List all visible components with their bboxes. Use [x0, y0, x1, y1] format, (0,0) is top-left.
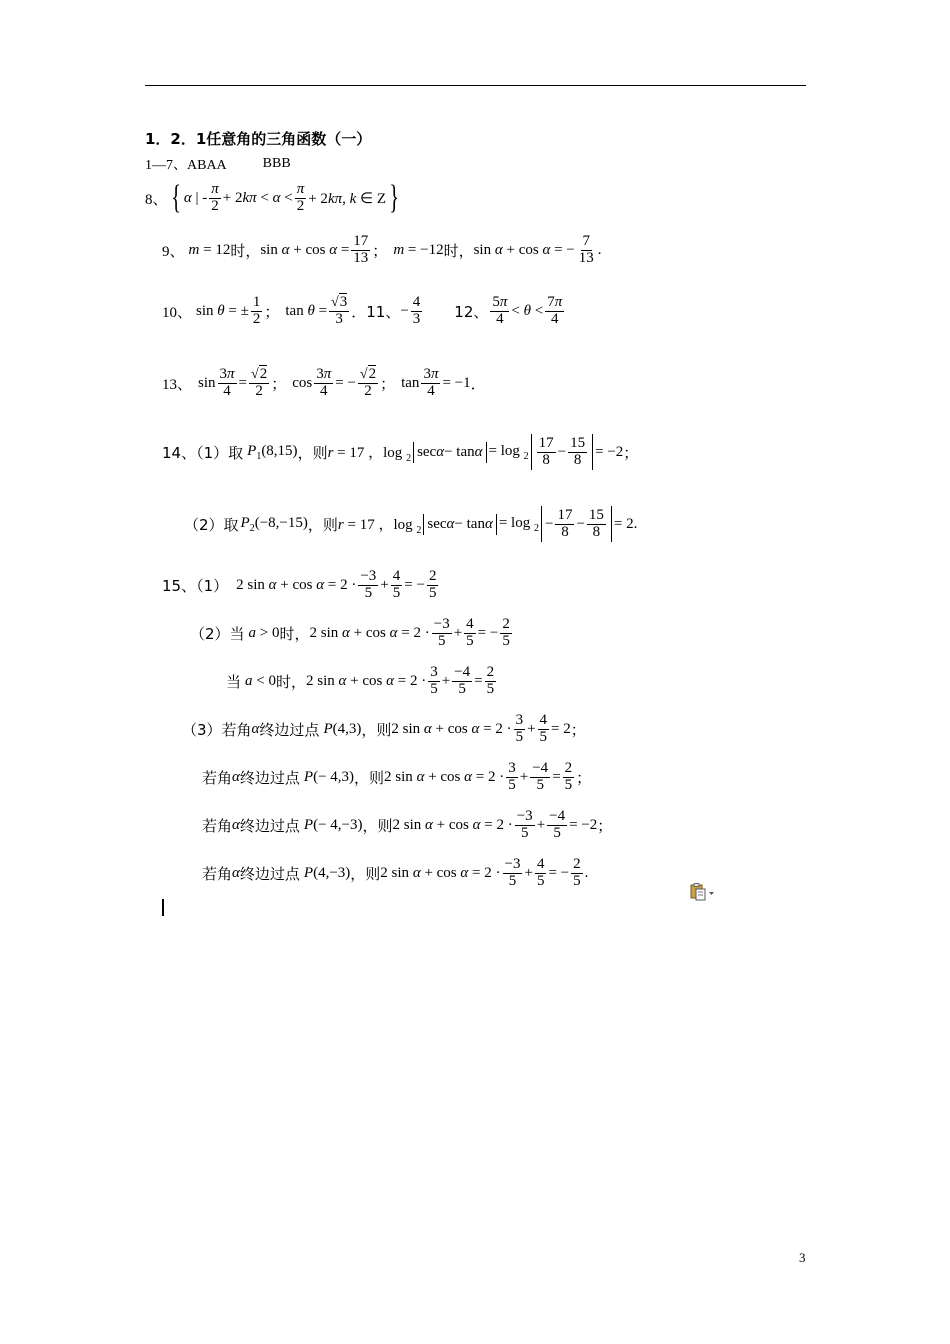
answer-15-part3-label: （3）若角: [182, 720, 252, 739]
answer-14-part2-label: （2）取: [184, 515, 239, 534]
page-number: 3: [799, 1250, 806, 1265]
answer-15-part3-case4: 若角 α 终边过点 P(4,−3) ，则 2 sin α + cos α = 2 · $\frac{-3}{5}$ + $\frac{4}{5}$ = − $\frac{2}{5}$ .: [202, 855, 589, 889]
answer-8-formula: α | -: [183, 189, 208, 206]
answer-15-part1: 15、（1） 2 sin α + cos α = 2 · $\frac{-3}{5}$ + $\frac{4}{5}$ = − $\frac{2}{5}$: [162, 567, 437, 601]
answer-13: 13、 sin $\frac{3\pi}{4}$ = $\frac{√2}{2}$ ； cos $\frac{3\pi}{4}$ = − $\frac{√2}{2}$ ； tan $\frac{3\pi}{4}$ = −1 ．: [162, 365, 486, 399]
answer-9-label: 9、: [162, 243, 185, 260]
answer-14-label: 14、（1）取: [162, 443, 244, 462]
section-title-text: 1．2．1任意角的三角函数（一）: [145, 130, 372, 148]
answer-9: 9、 m = 12 时， sin α + cos α = $\frac{17}{13}$ ； m = −12 时， sin α + cos α = − $\frac{7}{13}$ .: [162, 232, 602, 266]
answer-12-label: 12、: [454, 302, 489, 321]
section-title: [145, 128, 371, 149]
answer-11-label: ．11、: [351, 302, 401, 321]
answer-15-part3-case3: 若角 α 终边过点 P(− 4,−3) ，则 2 sin α + cos α = 2 · $\frac{-3}{5}$ + $\frac{-4}{5}$ = −2 ；: [202, 807, 613, 841]
answer-10-label: 10、: [162, 304, 193, 321]
choice-answers-label: 1—7、ABAA: [145, 158, 227, 173]
answer-15-part3-case2: 若角 α 终边过点 P(− 4,3) ，则 2 sin α + cos α = 2 · $\frac{3}{5}$ + $\frac{-4}{5}$ = $\frac{2}{5}$ ；: [202, 759, 592, 793]
answer-15-label: 15、（1）: [162, 576, 229, 595]
header-rule: [145, 85, 806, 86]
paste-options-icon[interactable]: [690, 883, 716, 901]
answer-8-label: 8、: [145, 191, 168, 208]
answer-15-part2-label: （2）当: [190, 624, 245, 643]
answer-15-part2-negative: 当 a < 0 时， 2 sin α + cos α = 2 · $\frac{3}{5}$ + $\frac{-4}{5}$ = $\frac{2}{5}$: [226, 663, 495, 697]
answer-14-part2: （2）取 $P_2(-8,-15)$ ，则 r = 17 ，log $_2$ sec α − tan α = log $_2$ − $\frac{17}{8}$ − $\frac{15}{8}$ = 2 .: [184, 500, 637, 548]
answer-8: 8、 { α | - $\frac{\pi}{2}$ + 2kπ < α < $\frac{\pi}{2}$ + 2kπ, k ∈ Z }: [145, 179, 400, 216]
answer-10-12: 10、 sin θ = ± $\frac{1}{2}$ ； tan θ = $\frac{√3}{3}$ ．11、 − $\frac{4}{3}$ 12、 $\frac{5\pi}{4}$ < θ < $\frac{7\pi}{4}$: [162, 293, 563, 327]
answer-15-part3-case1: （3）若角 α 终边过点 P(4,3) ，则 2 sin α + cos α = 2 · $\frac{3}{5}$ + $\frac{4}{5}$ = 2 ；: [182, 711, 586, 745]
choice-answers-rest: BBB: [262, 156, 291, 171]
answer-13-label: 13、: [162, 376, 193, 393]
text-cursor: [162, 899, 164, 916]
choice-answers: [145, 154, 291, 174]
answer-14-part1: 14、（1）取 $P_1(8,15)$ ，则 r = 17 ，log $_2$ sec α − tan α = log $_2$ $\frac{17}{8}$ − $\frac{15}{8}$ = −2 ；: [162, 428, 638, 476]
answer-15-part2-positive: （2）当 a > 0 时， 2 sin α + cos α = 2 · $\frac{-3}{5}$ + $\frac{4}{5}$ = − $\frac{2}{5}$: [190, 615, 510, 649]
